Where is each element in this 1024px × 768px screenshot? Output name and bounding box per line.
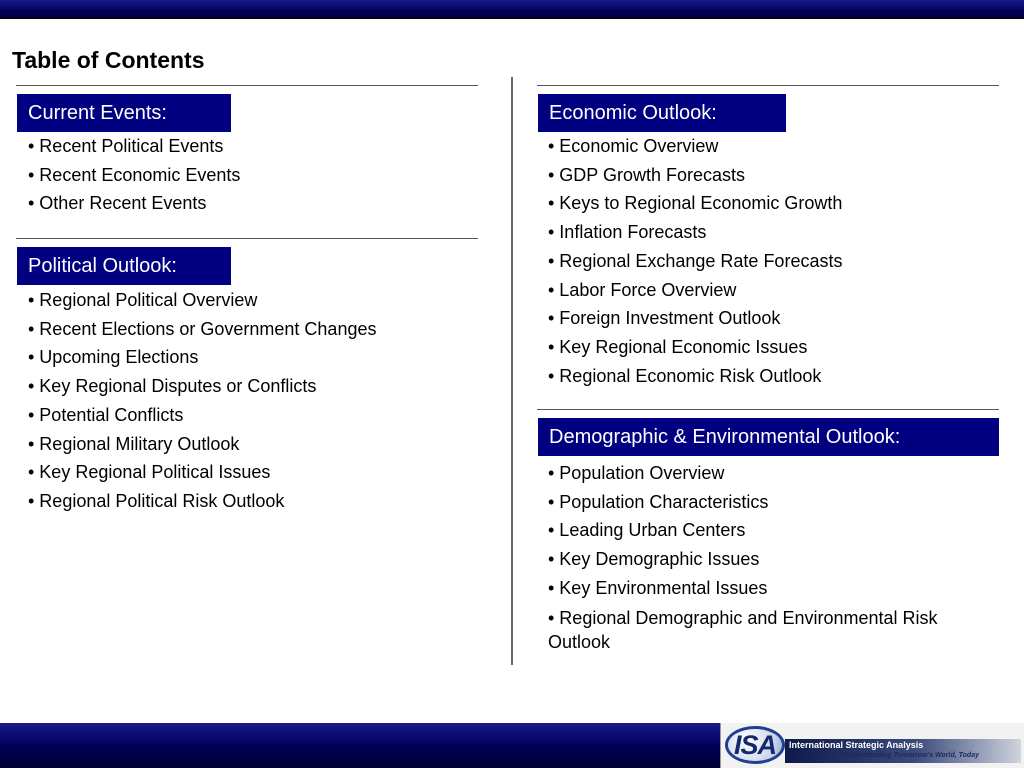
list-item: • Labor Force Overview [548,279,737,300]
logo-company-name: International Strategic Analysis [789,740,924,750]
list-item: • Upcoming Elections [28,347,199,368]
section-header-current-events: Current Events: [17,94,231,132]
list-item: • Regional Demographic and Environmental Risk Outlook [548,607,938,652]
list-item: • Regional Political Overview [28,290,258,310]
logo-mark: ISA [733,730,776,760]
list-item: • Keys to Regional Economic Growth [548,193,843,214]
list-item: • Population Characteristics [548,491,769,512]
section-header-economic-outlook: Economic Outlook: [538,94,786,132]
list-item: • Key Demographic Issues [548,549,760,570]
list-item: • Inflation Forecasts [548,222,707,243]
list-item: • Recent Political Events [28,136,224,156]
isa-logo [720,723,1024,768]
section-header-demographic-outlook: Demographic & Environmental Outlook: [538,418,999,456]
list-political-outlook [28,286,488,516]
logo-tagline: Understanding Tomorrow's World, Today [842,752,979,759]
list-item: • Key Environmental Issues [548,577,768,598]
page-title: Table of Contents [12,47,205,73]
list-item: • Economic Overview [548,136,719,156]
list-item: • Key Regional Disputes or Conflicts [28,376,317,397]
list-item: • Recent Elections or Government Changes [28,318,377,339]
list-demographic-outlook [548,459,988,654]
section-rule-current-events [16,85,478,86]
section-rule-political-outlook [16,238,478,239]
column-divider [511,77,513,665]
list-current-events [28,132,488,218]
list-item: • Recent Economic Events [28,164,241,185]
section-rule-demographic-outlook [537,409,999,410]
section-rule-economic-outlook [537,85,999,86]
section-header-political-outlook: Political Outlook: [17,247,231,285]
top-banner [0,0,1024,19]
list-item: • Potential Conflicts [28,404,184,425]
list-item: • GDP Growth Forecasts [548,164,746,185]
list-item: • Regional Exchange Rate Forecasts [548,250,843,271]
list-item: • Foreign Investment Outlook [548,308,781,329]
list-item: • Leading Urban Centers [548,520,746,541]
list-item: • Regional Military Outlook [28,433,240,454]
list-item: • Key Regional Economic Issues [548,336,808,357]
list-item: • Other Recent Events [28,193,207,214]
list-item: • Regional Economic Risk Outlook [548,365,822,386]
list-item: • Key Regional Political Issues [28,462,271,483]
list-economic-outlook [548,132,998,390]
list-item: • Regional Political Risk Outlook [28,490,285,511]
list-item: • Population Overview [548,463,725,483]
